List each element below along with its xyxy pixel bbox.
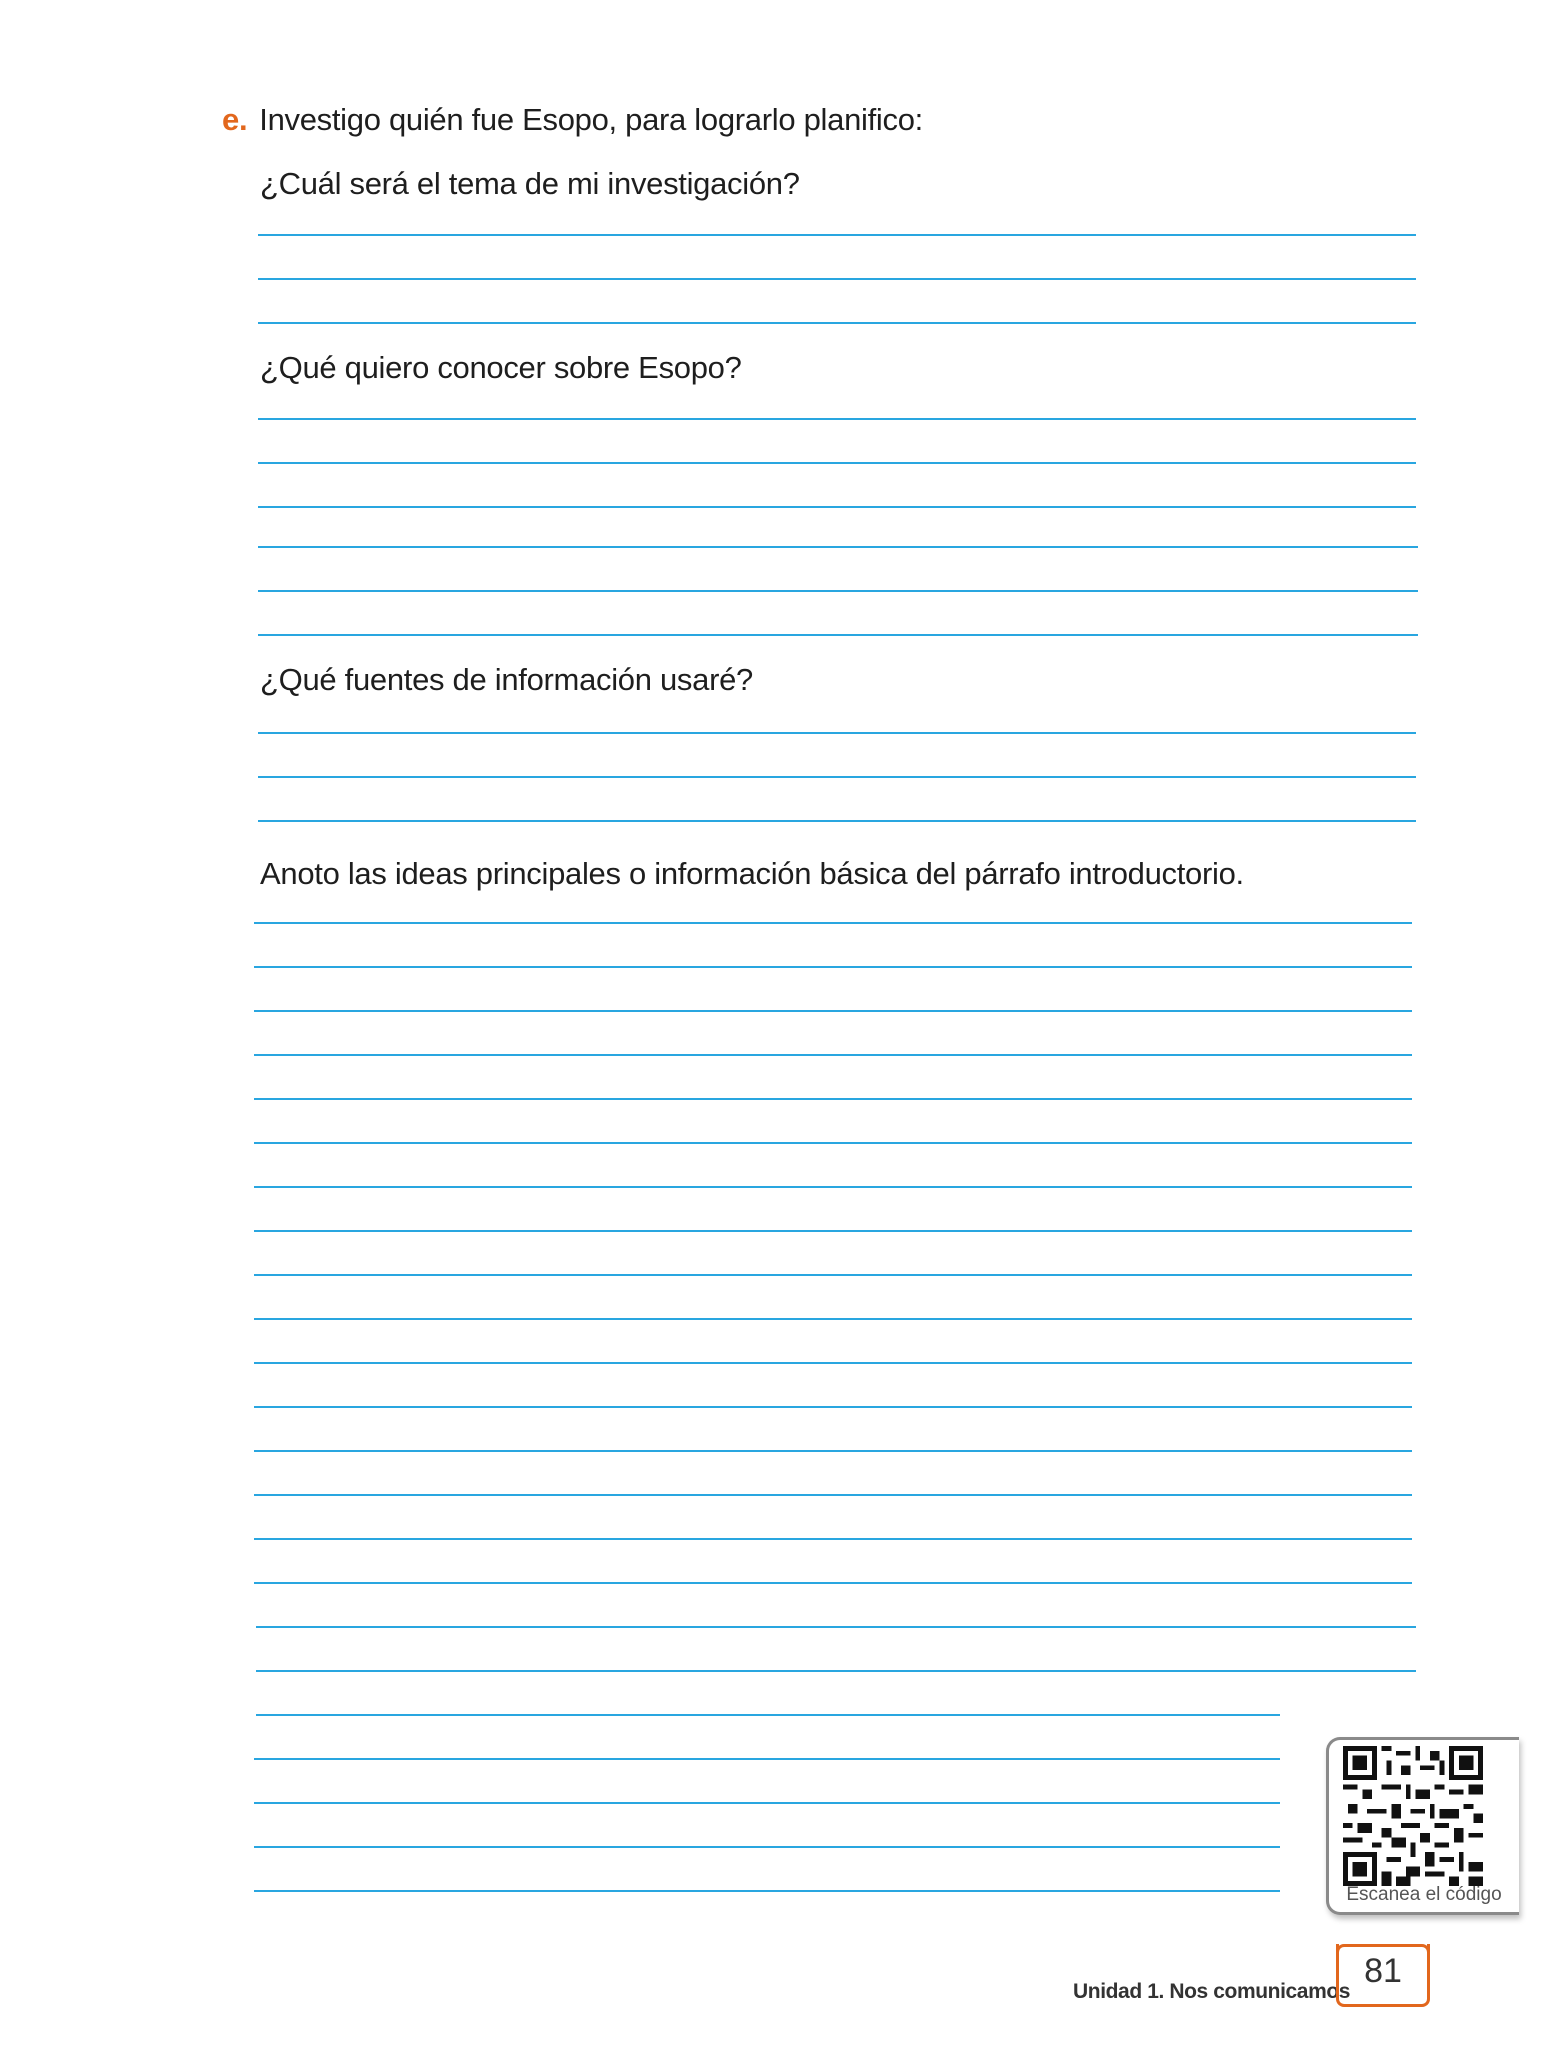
answer-line[interactable] bbox=[258, 234, 1416, 236]
answer-line[interactable] bbox=[258, 820, 1416, 822]
answer-line[interactable] bbox=[254, 922, 1412, 924]
answer-line[interactable] bbox=[254, 1802, 1280, 1804]
answer-line[interactable] bbox=[258, 322, 1416, 324]
answer-line[interactable] bbox=[254, 1758, 1280, 1760]
answer-line[interactable] bbox=[258, 418, 1416, 420]
answer-line[interactable] bbox=[254, 1450, 1412, 1452]
activity-instruction-text: Investigo quién fue Esopo, para lograrlo planifico: bbox=[259, 102, 923, 137]
answer-line[interactable] bbox=[254, 1538, 1412, 1540]
page-number-box bbox=[1336, 1944, 1430, 2007]
answer-line[interactable] bbox=[254, 1098, 1412, 1100]
answer-line[interactable] bbox=[258, 634, 1418, 636]
answer-line[interactable] bbox=[256, 1670, 1416, 1672]
answer-line[interactable] bbox=[256, 1626, 1416, 1628]
answer-line[interactable] bbox=[258, 776, 1416, 778]
answer-line[interactable] bbox=[258, 506, 1416, 508]
answer-line[interactable] bbox=[254, 1406, 1412, 1408]
answer-line[interactable] bbox=[254, 1318, 1412, 1320]
answer-line[interactable] bbox=[254, 1846, 1280, 1848]
answer-line[interactable] bbox=[254, 1010, 1412, 1012]
answer-line[interactable] bbox=[254, 1362, 1412, 1364]
qr-code-card[interactable] bbox=[1326, 1737, 1519, 1915]
answer-line[interactable] bbox=[254, 1582, 1412, 1584]
page-number: 81 bbox=[1364, 1952, 1402, 1990]
unit-title: Unidad 1. Nos comunicamos bbox=[1073, 1980, 1351, 2003]
activity-marker: e. bbox=[222, 102, 248, 137]
answer-line[interactable] bbox=[254, 966, 1412, 968]
answer-line[interactable] bbox=[254, 1890, 1280, 1892]
answer-line[interactable] bbox=[256, 1714, 1280, 1716]
qr-code-icon bbox=[1343, 1746, 1483, 1886]
answer-line[interactable] bbox=[258, 462, 1416, 464]
answer-line[interactable] bbox=[254, 1054, 1412, 1056]
answer-line[interactable] bbox=[254, 1494, 1412, 1496]
answer-line[interactable] bbox=[254, 1142, 1412, 1144]
activity-instruction bbox=[222, 102, 923, 138]
answer-line[interactable] bbox=[258, 546, 1418, 548]
question-main-ideas: Anoto las ideas principales o información básica del párrafo introductorio. bbox=[260, 856, 1244, 891]
question-knowledge: ¿Qué quiero conocer sobre Esopo? bbox=[260, 350, 742, 385]
answer-line[interactable] bbox=[258, 732, 1416, 734]
answer-line[interactable] bbox=[254, 1274, 1412, 1276]
question-topic: ¿Cuál será el tema de mi investigación? bbox=[260, 166, 800, 201]
answer-line[interactable] bbox=[254, 1186, 1412, 1188]
qr-caption: Escanea el código bbox=[1346, 1884, 1502, 1905]
answer-line[interactable] bbox=[258, 590, 1418, 592]
answer-line[interactable] bbox=[258, 278, 1416, 280]
answer-line[interactable] bbox=[254, 1230, 1412, 1232]
question-sources: ¿Qué fuentes de información usaré? bbox=[260, 662, 753, 697]
